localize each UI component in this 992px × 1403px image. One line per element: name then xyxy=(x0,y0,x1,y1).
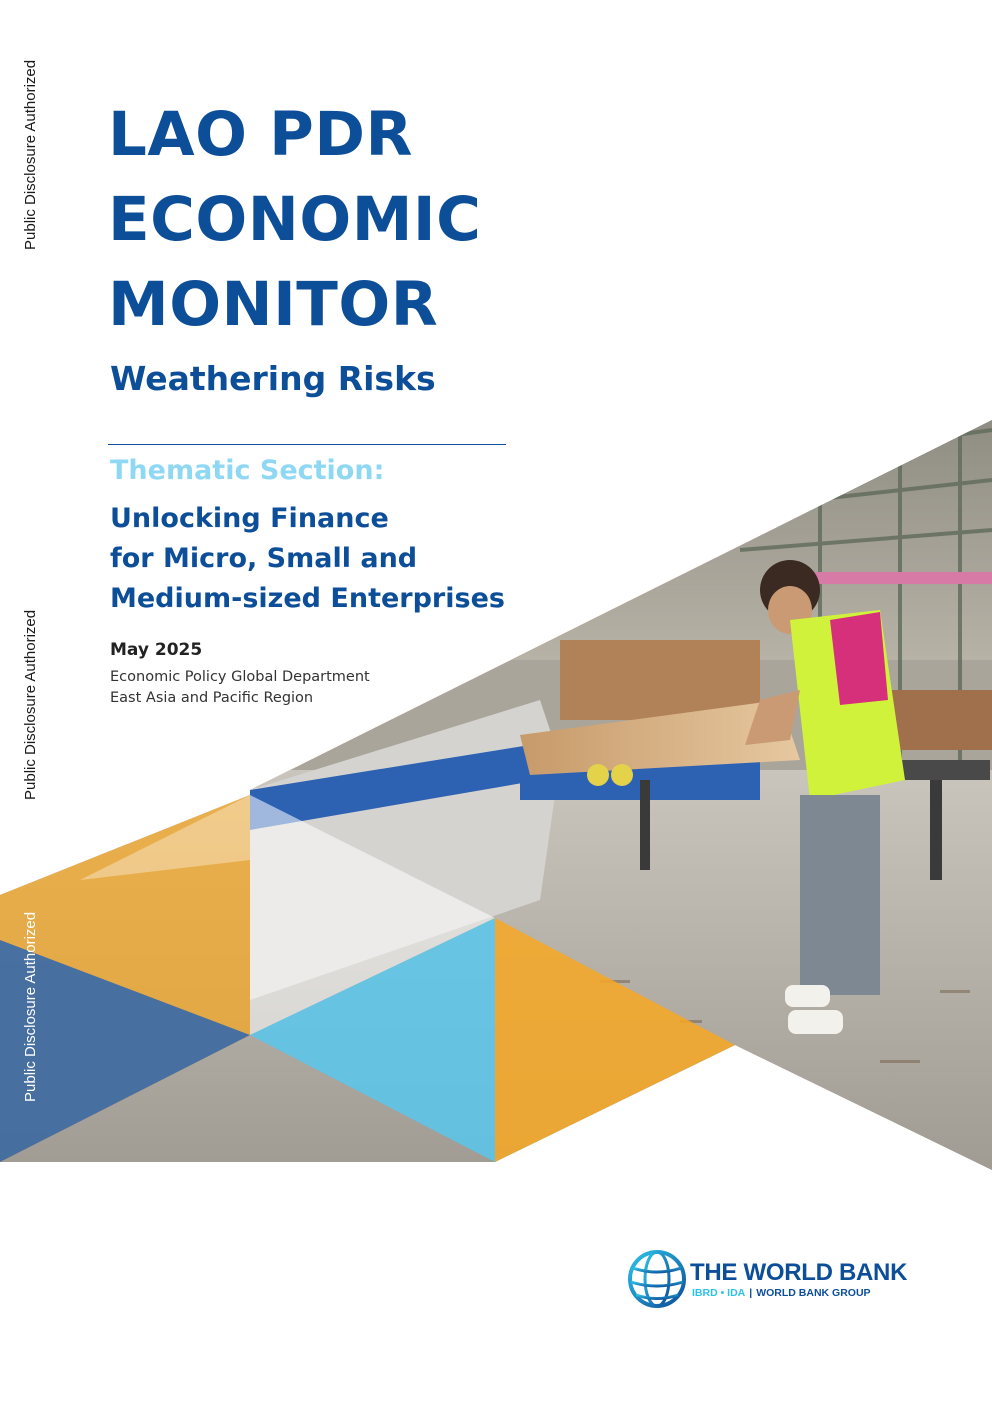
world-bank-group-label: WORLD BANK GROUP xyxy=(756,1287,871,1299)
report-title-line-3: MONITOR xyxy=(108,269,439,340)
report-title-line-2: ECONOMIC xyxy=(108,184,482,255)
world-bank-name: THE WORLD BANK xyxy=(690,1259,908,1286)
thematic-section-title xyxy=(110,499,505,619)
thematic-line-1: Unlocking Finance xyxy=(110,503,389,534)
thematic-section-label: Thematic Section: xyxy=(110,455,385,486)
region-line: East Asia and Pacific Region xyxy=(110,690,314,706)
thematic-line-3: Medium-sized Enterprises xyxy=(110,583,505,614)
report-cover: Public Disclosure Authorized Public Disclosure Authorized Public Disclosure Authorized LAO PDR ECONOMIC MONITOR Weathering Risks Thematic Section: Unlocking Finance for Micro, Small and Medium-sized Enterprises May 2025 Economic Policy Global Department East Asia and Pacific Region THE WORLD BANK IBRD • IDA | WORLD BANK GROUP xyxy=(0,0,992,1403)
tagline-separator: | xyxy=(749,1287,753,1299)
report-subtitle: Weathering Risks xyxy=(110,359,436,398)
report-title xyxy=(108,92,481,347)
ibrd-ida-label: IBRD • IDA xyxy=(692,1287,746,1299)
department-line: Economic Policy Global Department xyxy=(110,669,370,685)
world-bank-tagline xyxy=(692,1287,871,1299)
world-bank-logo xyxy=(628,1250,928,1312)
department-info xyxy=(110,667,370,709)
thematic-line-2: for Micro, Small and xyxy=(110,543,418,574)
report-title-line-1: LAO PDR xyxy=(108,99,413,170)
title-divider xyxy=(108,444,506,445)
publication-date: May 2025 xyxy=(110,640,203,660)
globe-icon xyxy=(628,1250,686,1308)
